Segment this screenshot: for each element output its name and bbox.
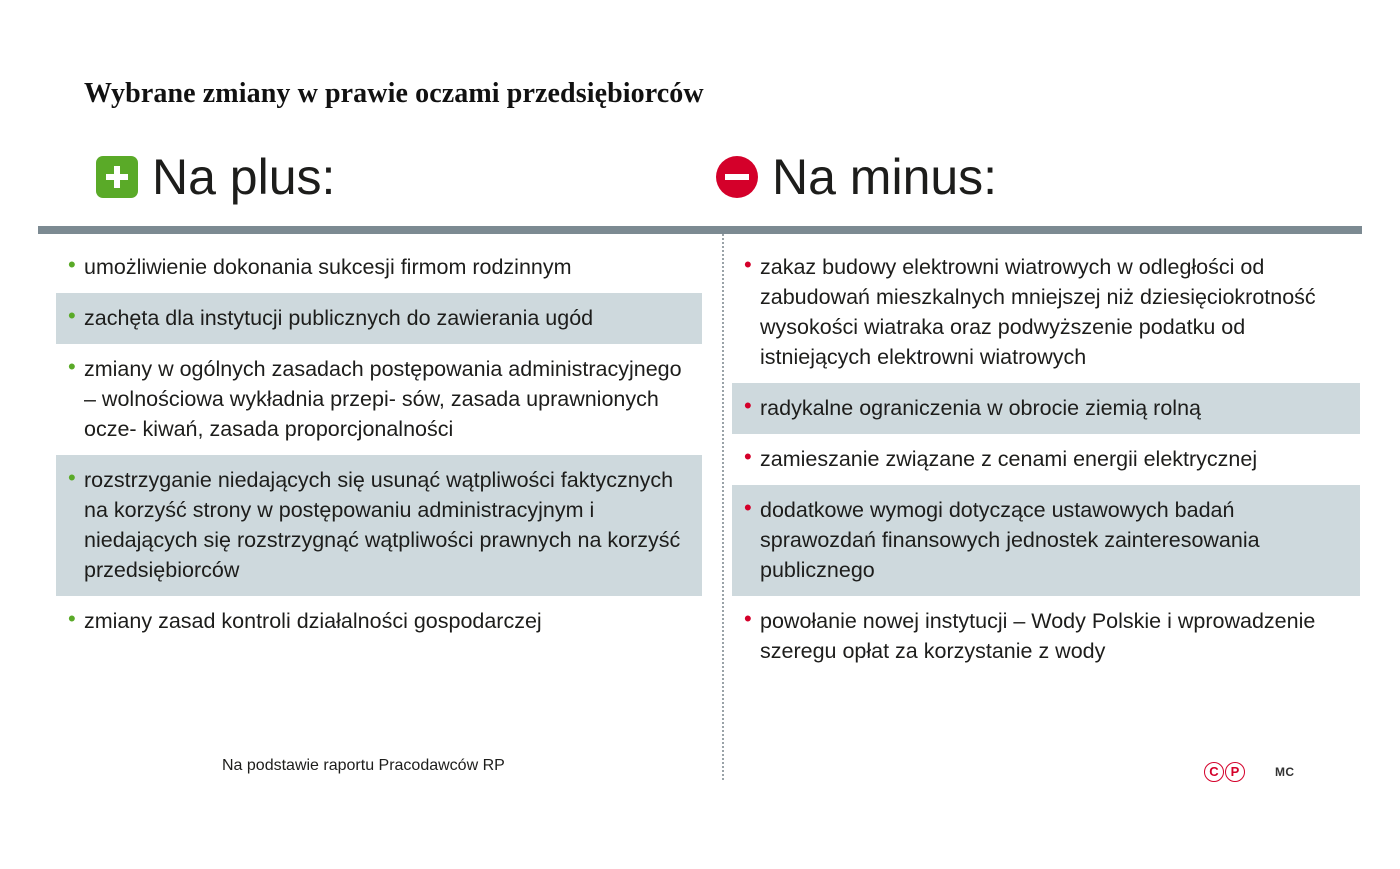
copyright-p-letter: P [1225,762,1245,782]
author-initials: MC [1275,765,1295,779]
copyright-c-letter: C [1204,762,1224,782]
vertical-divider [722,234,724,780]
list-item [732,383,1360,434]
list-item-text: zamieszanie związane z cenami energii elektrycznej [760,447,1258,471]
source-note: Na podstawie raportu Pracodawców RP [222,757,505,774]
list-item-text: zachęta dla instytucji publicznych do zawierania ugód [84,306,594,330]
list-item-text: umożliwienie dokonania sukcesji firmom rodzinnym [84,255,572,279]
copyright-mark-icon [1204,762,1245,782]
bullet-icon: • [68,465,76,490]
list-item-text: rozstrzyganie niedających się usunąć wątpliwości faktycznych na korzyść strony w postępowaniu administracyjnym i niedających się rozstrzygnąć wątpliwości prawnych na korzyść przedsiębiorców [84,468,681,582]
bullet-icon: • [68,606,76,631]
list-item [56,293,702,344]
minus-badge-icon [716,156,758,198]
bullet-icon: • [68,303,76,328]
bullet-icon: • [744,444,752,469]
column-heading-minus-label: Na minus: [772,149,998,205]
column-heading-plus [96,149,336,205]
page-title: Wybrane zmiany w prawie oczami przedsiębiorców [84,78,704,109]
bullet-icon: • [744,393,752,418]
list-item [732,596,1360,677]
list-item [732,242,1360,383]
list-item-text: dodatkowe wymogi dotyczące ustawowych badań sprawozdań finansowych jednostek zainteresowania publicznego [760,498,1260,582]
list-item [732,485,1360,596]
bullet-icon: • [68,354,76,379]
list-item-text: powołanie nowej instytucji – Wody Polskie i wprowadzenie szeregu opłat za korzystanie z wody [760,609,1316,663]
list-item [56,242,702,293]
list-item [56,344,702,455]
list-item-text: radykalne ograniczenia w obrocie ziemią rolną [760,396,1201,420]
column-heading-minus [716,149,998,205]
bullet-icon: • [744,252,752,277]
list-item [56,455,702,596]
column-heading-plus-label: Na plus: [152,149,336,205]
bullet-icon: • [744,606,752,631]
list-minus [732,242,1360,677]
list-item [56,596,702,647]
list-item [732,434,1360,485]
list-item-text: zmiany w ogólnych zasadach postępowania administracyjnego – wolnościowa wykładnia przepi- sów, zasada uprawnionych ocze- kiwań, zasada proporcjonalności [84,357,682,441]
list-item-text: zakaz budowy elektrowni wiatrowych w odległości od zabudowań mieszkalnych mniejszej niż dziesięciokrotność wysokości wiatraka oraz podwyższenie podatku od istniejących elektrowni wiatrowych [760,255,1316,369]
list-item-text: zmiany zasad kontroli działalności gospodarczej [84,609,542,633]
bullet-icon: • [744,495,752,520]
list-plus [56,242,702,647]
horizontal-rule [38,226,1362,234]
plus-badge-icon [96,156,138,198]
bullet-icon: • [68,252,76,277]
